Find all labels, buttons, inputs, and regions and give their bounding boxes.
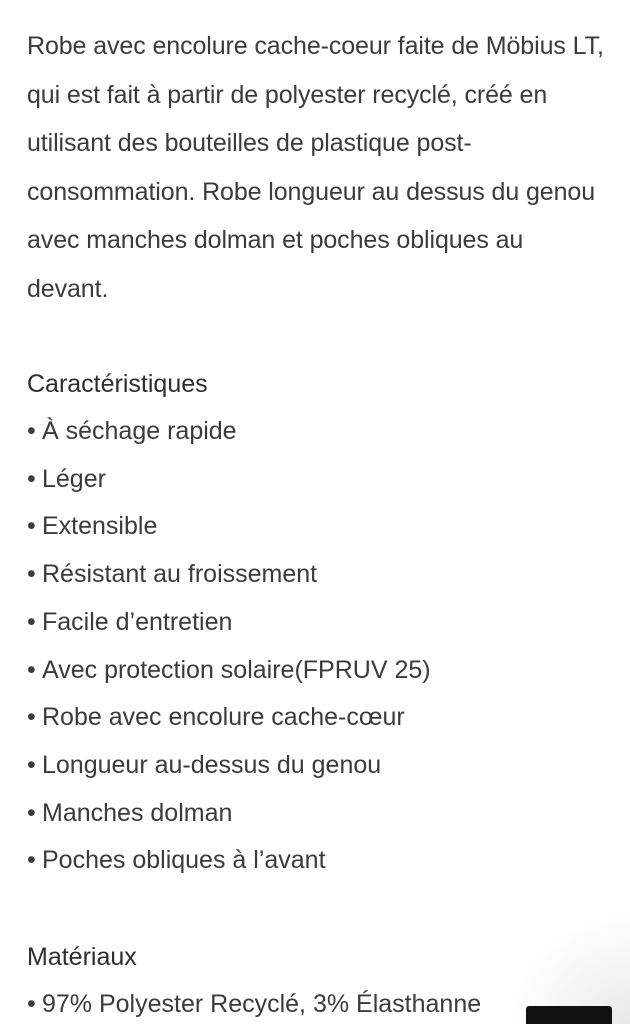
feature-text: Longueur au-dessus du genou: [42, 750, 382, 779]
bullet-icon: •: [27, 846, 36, 875]
bullet-icon: •: [27, 703, 36, 732]
list-item: [27, 408, 607, 456]
feature-text: Résistant au froissement: [42, 560, 318, 589]
features-heading: Caractéristiques: [27, 370, 208, 398]
feature-text: Poches obliques à l’avant: [42, 846, 326, 875]
feature-text: À séchage rapide: [42, 417, 237, 445]
bullet-icon: •: [27, 417, 36, 445]
bullet-icon: •: [27, 464, 36, 493]
bullet-icon: •: [27, 990, 36, 1019]
list-item: [27, 599, 607, 647]
list-item: [27, 503, 607, 551]
feature-text: Léger: [42, 464, 106, 493]
bullet-icon: •: [27, 607, 36, 636]
feature-text: Robe avec encolure cache-cœur: [42, 703, 405, 732]
product-details: [27, 22, 607, 1024]
feature-text: Facile d’entretien: [42, 607, 233, 636]
list-item: [27, 647, 607, 695]
bullet-icon: •: [27, 560, 36, 589]
list-item: [27, 837, 607, 885]
bullet-icon: •: [27, 750, 36, 779]
feature-text: Extensible: [42, 512, 158, 541]
floating-action-button[interactable]: [526, 1006, 612, 1024]
material-text: 97% Polyester Recyclé, 3% Élasthanne: [42, 990, 482, 1019]
bullet-icon: •: [27, 798, 36, 827]
bullet-icon: •: [27, 512, 36, 541]
list-item: [27, 456, 607, 504]
materials-heading: Matériaux: [27, 943, 137, 972]
feature-text: Avec protection solaire(FPRUV 25): [42, 655, 431, 684]
list-item: [27, 790, 607, 838]
list-item: [27, 742, 607, 790]
bullet-icon: •: [27, 655, 36, 684]
features-list: [27, 408, 607, 885]
list-item: [27, 551, 607, 599]
materials-list: [27, 981, 607, 1024]
list-item: [27, 981, 607, 1024]
list-item: [27, 694, 607, 742]
product-description: Robe avec encolure cache-coeur faite de Möbius LT, qui est fait à partir de polyester recyclé, créé en utilisant des bouteilles de plastique post-consommation. Robe longueur au dessus du genou avec manches dolman et poches obliques au devant.: [27, 32, 604, 303]
feature-text: Manches dolman: [42, 798, 233, 827]
